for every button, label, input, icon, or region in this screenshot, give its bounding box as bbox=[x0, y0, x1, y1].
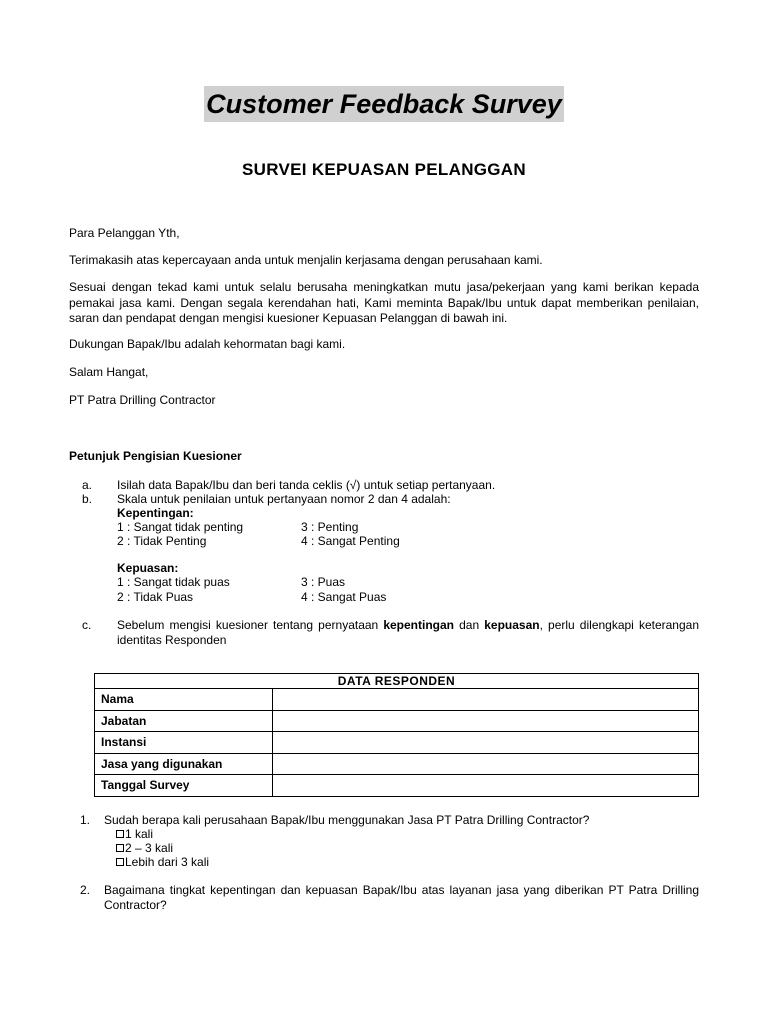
checkbox-icon[interactable] bbox=[116, 844, 124, 852]
instructions-heading: Petunjuk Pengisian Kuesioner bbox=[69, 449, 242, 463]
instruction-c-bold-kepentingan: kepentingan bbox=[383, 618, 455, 632]
table-row bbox=[95, 689, 699, 711]
intro-paragraph-2: Sesuai dengan tekad kami untuk selalu berusaha meningkatkan mutu jasa/pekerjaan yang kami berikan kepada pemakai jasa kami. Dengan segala kerendahan hati, Kami meminta Bapak/Ibu untuk dapat memberikan penilaian, saran dan pendapat dengan mengisi kuesioner Kepuasan Pelanggan di bawah ini. bbox=[69, 280, 699, 325]
instruction-b-text: Skala untuk penilaian untuk pertanyaan nomor 2 dan 4 adalah: bbox=[117, 492, 451, 506]
table-row bbox=[95, 775, 699, 797]
instansi-field[interactable] bbox=[273, 732, 699, 754]
instruction-c-pre: Sebelum mengisi kuesioner tentang pernyataan bbox=[117, 618, 384, 632]
row-label-jasa: Jasa yang digunakan bbox=[95, 753, 273, 775]
kepuasan-scale-4: 4 : Sangat Puas bbox=[301, 590, 387, 604]
respondent-table-header: DATA RESPONDEN bbox=[95, 674, 699, 689]
kepuasan-scale-2: 2 : Tidak Puas bbox=[117, 590, 194, 604]
respondent-data-table bbox=[94, 673, 699, 797]
question-1-option-3[interactable] bbox=[116, 855, 209, 870]
row-label-tanggal: Tanggal Survey bbox=[95, 775, 273, 797]
question-1-text: Sudah berapa kali perusahaan Bapak/Ibu menggunakan Jasa PT Patra Drilling Contractor? bbox=[104, 813, 590, 827]
question-2-text: Bagaimana tingkat kepentingan dan kepuasan Bapak/Ibu atas layanan jasa yang diberikan PT Patra Drilling Contractor? bbox=[104, 883, 699, 912]
instruction-c-text bbox=[117, 618, 699, 648]
question-2-number: 2. bbox=[80, 883, 91, 897]
kepuasan-scale-1: 1 : Sangat tidak puas bbox=[117, 575, 230, 589]
row-label-jabatan: Jabatan bbox=[95, 710, 273, 732]
document-title: Customer Feedback Survey bbox=[204, 86, 564, 122]
kepentingan-scale-1: 1 : Sangat tidak penting bbox=[117, 520, 244, 534]
checkbox-icon[interactable] bbox=[116, 830, 124, 838]
kepuasan-scale-3: 3 : Puas bbox=[301, 575, 346, 589]
title-container bbox=[0, 86, 768, 122]
checkbox-icon[interactable] bbox=[116, 858, 124, 866]
tanggal-survey-field[interactable] bbox=[273, 775, 699, 797]
document-subtitle: SURVEI KEPUASAN PELANGGAN bbox=[242, 160, 526, 179]
greeting: Para Pelanggan Yth, bbox=[69, 226, 180, 240]
row-label-nama: Nama bbox=[95, 689, 273, 711]
kepentingan-scale-4: 4 : Sangat Penting bbox=[301, 534, 400, 548]
table-row bbox=[95, 732, 699, 754]
instruction-a-text: Isilah data Bapak/Ibu dan beri tanda ceklis (√) untuk setiap pertanyaan. bbox=[117, 478, 496, 492]
table-row bbox=[95, 710, 699, 732]
kepentingan-heading: Kepentingan: bbox=[117, 506, 194, 520]
instruction-b-marker: b. bbox=[82, 492, 93, 506]
question-1-number: 1. bbox=[80, 813, 91, 827]
table-row bbox=[95, 753, 699, 775]
option-label: 2 – 3 kali bbox=[125, 841, 174, 855]
kepuasan-heading: Kepuasan: bbox=[117, 561, 179, 575]
jasa-field[interactable] bbox=[273, 753, 699, 775]
instruction-c-marker: c. bbox=[82, 618, 92, 632]
closing: Salam Hangat, bbox=[69, 365, 149, 379]
instruction-a-marker: a. bbox=[82, 478, 93, 492]
question-1-option-1[interactable] bbox=[116, 827, 153, 842]
kepentingan-scale-2: 2 : Tidak Penting bbox=[117, 534, 207, 548]
question-1-option-2[interactable] bbox=[116, 841, 173, 856]
kepentingan-scale-3: 3 : Penting bbox=[301, 520, 359, 534]
row-label-instansi: Instansi bbox=[95, 732, 273, 754]
instruction-c-bold-kepuasan: kepuasan bbox=[484, 618, 540, 632]
intro-paragraph-3: Dukungan Bapak/Ibu adalah kehormatan bagi kami. bbox=[69, 337, 346, 351]
instruction-c-post: , perlu dilengkapi keterangan identitas Responden bbox=[117, 618, 699, 647]
nama-field[interactable] bbox=[273, 689, 699, 711]
option-label: Lebih dari 3 kali bbox=[125, 855, 210, 869]
option-label: 1 kali bbox=[125, 827, 154, 841]
jabatan-field[interactable] bbox=[273, 710, 699, 732]
company-name: PT Patra Drilling Contractor bbox=[69, 393, 216, 407]
instruction-c-mid: dan bbox=[454, 618, 485, 632]
intro-paragraph-1: Terimakasih atas kepercayaan anda untuk menjalin kerjasama dengan perusahaan kami. bbox=[69, 253, 543, 267]
